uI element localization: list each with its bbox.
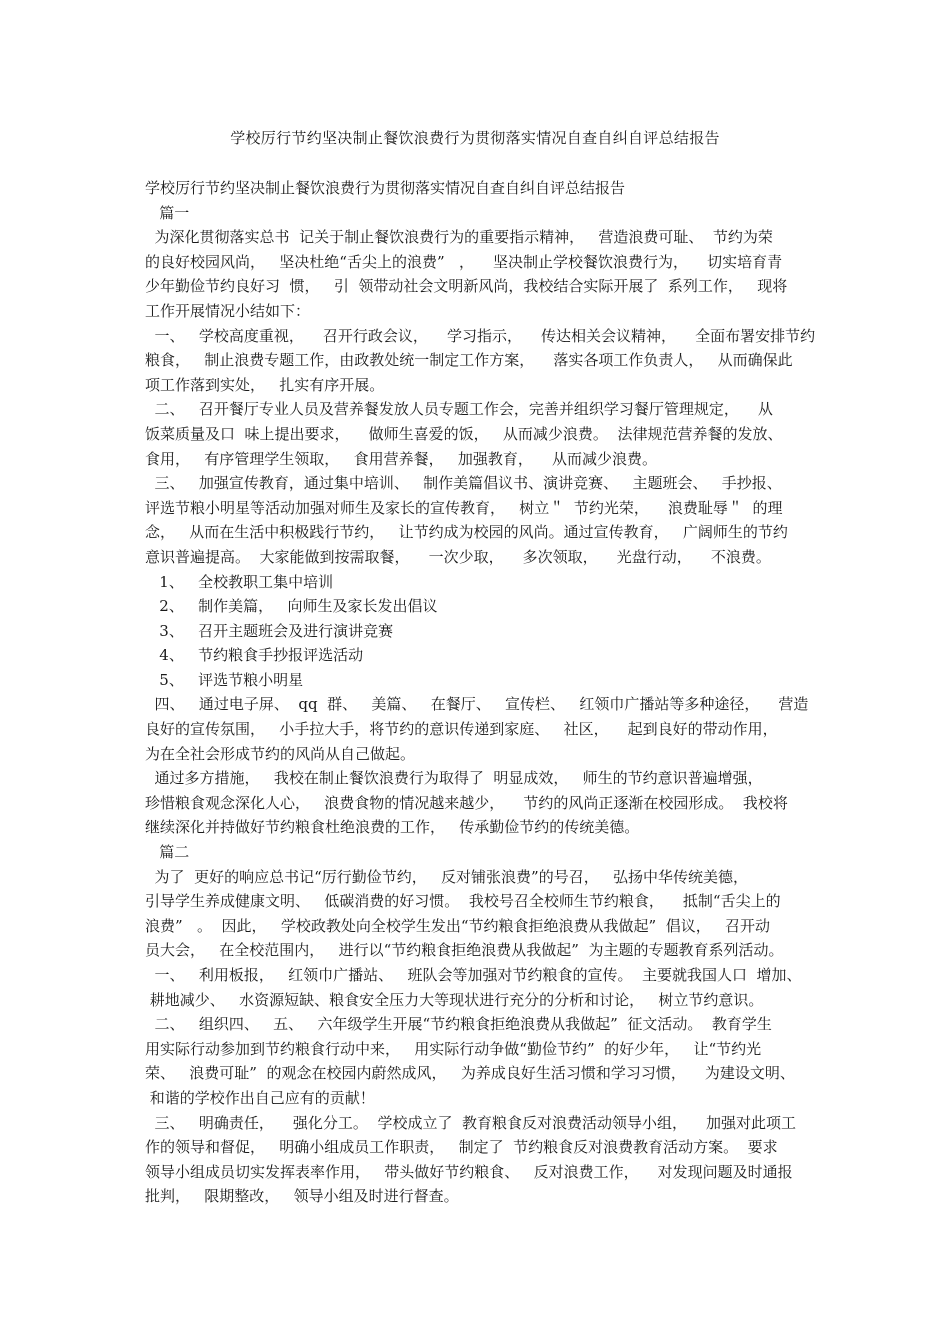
body-line: 的良好校园风尚， 坚决杜绝“舌尖上的浪费” ， 坚决制止学校餐饮浪费行为， 切实培育青	[145, 252, 783, 271]
body-line: 继续深化并持做好节约粮食杜绝浪费的工作， 传承勤俭节约的传统美德。	[145, 818, 640, 837]
body-line: 1、 全校教职工集中培训	[145, 572, 334, 591]
body-line: 珍惜粮食观念深化人心， 浪费食物的情况越来越少， 节约的风尚正逐渐在校园形成。 我校将	[145, 793, 788, 812]
body-line: 用实际行动参加到节约粮食行动中来， 用实际行动争做“勤俭节约” 的好少年， 让“节约光	[145, 1039, 762, 1058]
body-line: 领导小组成员切实发挥表率作用， 带头做好节约粮食、 反对浪费工作， 对发现问题及时通报	[145, 1162, 793, 1181]
body-line: 一、 利用板报， 红领巾广播站、 班队会等加强对节约粮食的宣传。 主要就我国人口 增加、	[145, 966, 802, 984]
body-line: 篇二	[145, 843, 190, 862]
body-line: 和谐的学校作出自己应有的贡献！	[145, 1088, 375, 1107]
body-line: 学校厉行节约坚决制止餐饮浪费行为贯彻落实情况自查自纠自评总结报告	[145, 179, 626, 197]
body-line: 三、 加强宣传教育，通过集中培训、 制作美篇倡议书、演讲竞赛、 主题班会、 手抄报、	[145, 474, 782, 493]
body-line: 念， 从而在生活中积极践行节约， 让节约成为校园的风尚。通过宣传教育， 广阔师生的节约	[145, 523, 788, 542]
body-line: 荣、 浪费可耻” 的观念在校园内蔚然成风， 为养成良好生活习惯和学习习惯， 为建设文明、	[145, 1064, 795, 1083]
document-title: 学校厉行节约坚决制止餐饮浪费行为贯彻落实情况自查自纠自评总结报告	[230, 129, 720, 147]
body-line: 二、 召开餐厅专业人员及营养餐发放人员专题工作会，完善并组织学习餐厅管理规定， 从	[145, 400, 773, 419]
body-line: 少年勤俭节约良好习 惯， 引 领带动社会文明新风尚，我校结合实际开展了 系列工作， 现将	[145, 277, 788, 296]
body-line: 一、 学校高度重视， 召开行政会议， 学习指示， 传达相关会议精神， 全面布署安排节约	[145, 326, 816, 345]
body-line: 员大会， 在全校范围内， 进行以“节约粮食拒绝浪费从我做起” 为主题的专题教育系列活动。	[145, 941, 784, 960]
body-line: 篇一	[145, 203, 190, 222]
body-line: 二、 组织四、 五、 六年级学生开展“节约粮食拒绝浪费从我做起” 征文活动。 教育学生	[145, 1015, 772, 1034]
body-line: 2、 制作美篇， 向师生及家长发出倡议	[145, 597, 438, 616]
body-line: 浪费” 。 因此， 学校政教处向全校学生发出“节约粮食拒绝浪费从我做起” 倡议， 召开动	[145, 916, 770, 935]
body-line: 意识普遍提高。 大家能做到按需取餐， 一次少取， 多次领取， 光盘行动， 不浪费。	[145, 547, 771, 566]
body-line: 通过多方措施， 我校在制止餐饮浪费行为取得了 明显成效， 师生的节约意识普遍增强，	[145, 769, 763, 788]
body-line: 食用， 有序管理学生领取， 食用营养餐， 加强教育， 从而减少浪费。	[145, 449, 657, 468]
body-line: 饭菜质量及口 味上提出要求， 做师生喜爱的饭， 从而减少浪费。 法律规范营养餐的发放、	[145, 424, 783, 443]
body-line: 三、 明确责任， 强化分工。 学校成立了 教育粮食反对浪费活动领导小组， 加强对此项工	[145, 1113, 797, 1132]
body-line: 作的领导和督促， 明确小组成员工作职责， 制定了 节约粮食反对浪费教育活动方案。 要求	[145, 1138, 778, 1157]
body-line: 4、 节约粮食手抄报评选活动	[145, 646, 364, 665]
body-line: 批判， 限期整改， 领导小组及时进行督查。	[145, 1187, 459, 1206]
body-line: 项工作落到实处， 扎实有序开展。	[145, 375, 385, 394]
body-line: 3、 召开主题班会及进行演讲竞赛	[145, 621, 394, 640]
body-line: 为了 更好的响应总书记“厉行勤俭节约， 反对铺张浪费”的号召， 弘扬中华传统美德，	[145, 867, 749, 886]
body-line: 评选节粮小明星等活动加强对师生及家长的宣传教育， 树立＂ 节约光荣， 浪费耻辱＂ 的理	[145, 498, 783, 517]
body-line: 粮食， 制止浪费专题工作，由政教处统一制定工作方案， 落实各项工作负责人， 从而确保此	[145, 351, 793, 370]
body-line: 引导学生养成健康文明、 低碳消费的好习惯。 我校号召全校师生节约粮食， 抵制“舌尖上的	[145, 892, 781, 911]
body-line: 工作开展情况小结如下：	[145, 301, 311, 320]
body-line: 为深化贯彻落实总书 记关于制止餐饮浪费行为的重要指示精神， 营造浪费可耻、 节约为荣	[145, 228, 773, 247]
body-line: 四、 通过电子屏、 qq 群、 美篇、 在餐厅、 宣传栏、 红领巾广播站等多种途径， 营造	[145, 695, 809, 714]
document-body	[145, 176, 825, 1209]
body-line: 耕地减少、 水资源短缺、粮食安全压力大等现状进行充分的分析和讨论， 树立节约意识。	[145, 990, 764, 1009]
body-line: 5、 评选节粮小明星	[145, 670, 304, 689]
body-line: 为在全社会形成节约的风尚从自己做起。	[145, 744, 416, 763]
body-line: 良好的宣传氛围， 小手拉大手，将节约的意识传递到家庭、 社区， 起到良好的带动作用，	[145, 720, 778, 739]
